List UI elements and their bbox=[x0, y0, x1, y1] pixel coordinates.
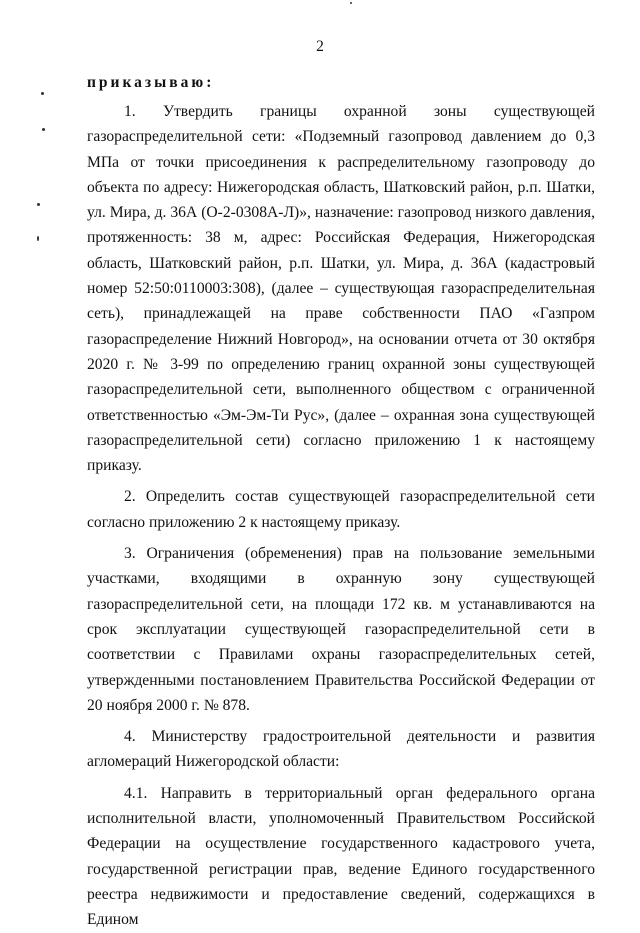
scan-mark bbox=[37, 236, 39, 241]
document-body bbox=[87, 99, 595, 933]
scan-mark bbox=[41, 92, 44, 95]
paragraph-3: 3. Ограничения (обременения) прав на пользование земельными участками, входящими в охранную зону существующей газораспределительной сети, на площади 172 кв. м устанавливаются на срок эксплуатации существующей газораспределительной сети в соответствии с Правилами охраны газораспределительных сетей, утвержденными постановлением Правительства Российской Федерации от 20 ноября 2000 г. № 878. bbox=[87, 545, 595, 714]
scan-mark bbox=[350, 2, 352, 4]
scan-mark bbox=[37, 203, 40, 206]
paragraph-2: 2. Определить состав существующей газораспределительной сети согласно приложению 2 к настоящему приказу. bbox=[87, 488, 595, 531]
paragraph-4-1: 4.1. Направить в территориальный орган федерального органа исполнительной власти, уполномоченный Правительством Российской Федерации на осуществление государственного кадастрового учета, государственной регистрации прав, ведение Единого государственного реестра недвижимости и предоставление сведений, содержащихся в Едином bbox=[87, 784, 595, 929]
paragraph-1: 1. Утвердить границы охранной зоны существующей газораспределительной сети: «Подземный газопровод давлением до 0,3 МПа от точки присоединения к распределительному газопроводу до объекта по адресу: Нижегородская область, Шатковский район, р.п. Шатки, ул. Мира, д. 36А (О-2-0308А-Л)», назначение: газопровод низкого давления, протяженность: 38 м, адрес: Российская Федерация, Нижегородская область, Шатковский район, р.п. Шатки, ул. Мира, д. 36А (кадастровый номер 52:50:0110003:308), (далее – существующая газораспределительная сеть), принадлежащей на праве собственности ПАО «Газпром газораспределение Нижний Новгород», на основании отчета от 30 октября 2020 г. № 3-99 по определению границ охранной зоны существующей газораспределительной сети, выполненного обществом с ограниченной ответственностью «Эм-Эм-Ти Рус», (далее – охранная зона существующей газораспределительной сети) согласно приложению 1 к настоящему приказу. bbox=[87, 103, 595, 475]
paragraph-4: 4. Министерству градостроительной деятельности и развития агломераций Нижегородской области: bbox=[87, 728, 595, 771]
page-number: 2 bbox=[316, 38, 324, 55]
order-heading: приказываю: bbox=[87, 74, 215, 91]
scan-mark bbox=[42, 128, 45, 131]
